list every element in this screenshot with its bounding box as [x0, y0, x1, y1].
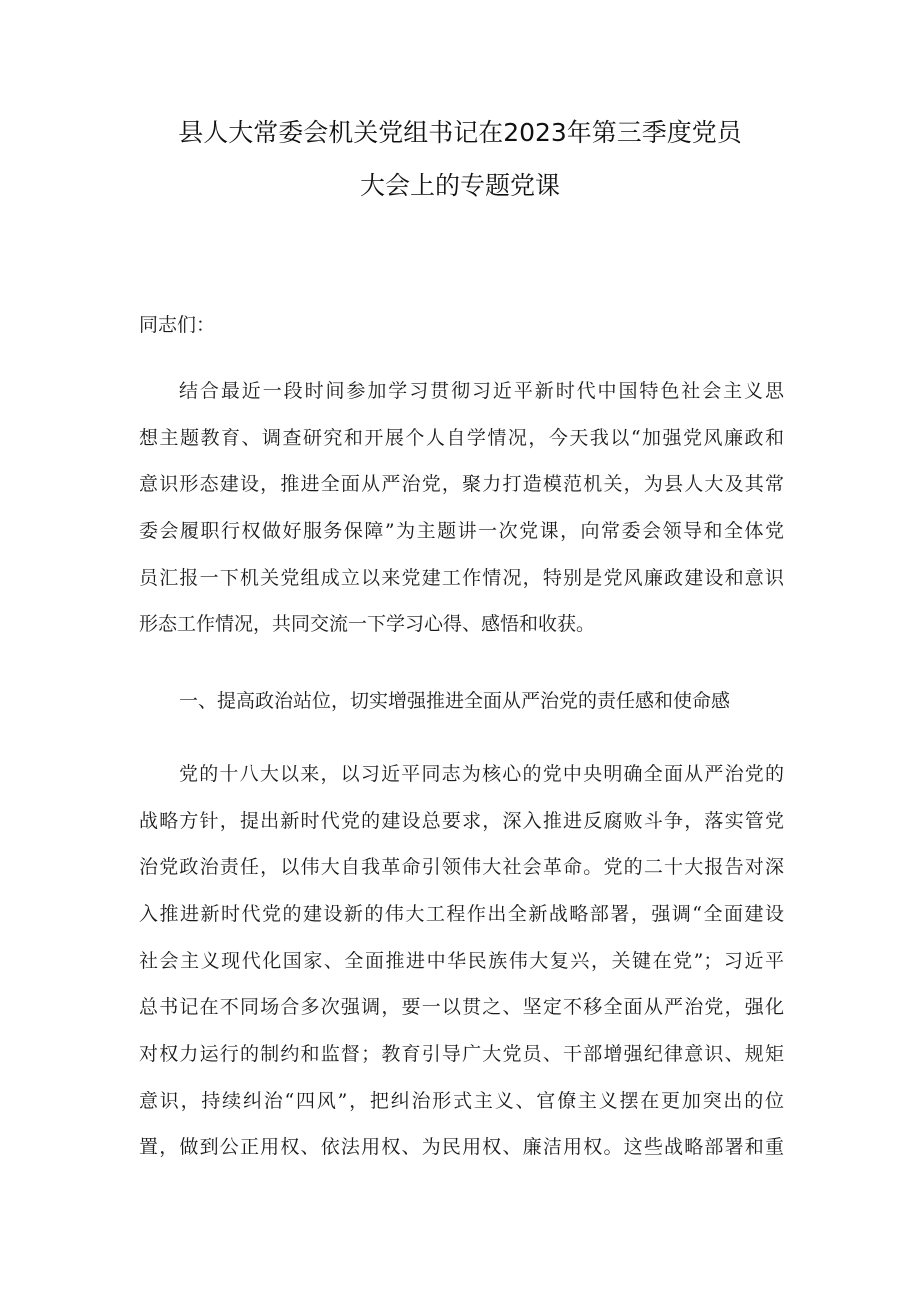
paragraph-2-line: 对权力运行的制约和监督；教育引导广大党员、干部增强纪律意识、规矩	[139, 1043, 784, 1065]
paragraph-2-line: 社会主义现代化国家、全面推进中华民族伟大复兴，关键在党”；习近平	[139, 950, 784, 972]
paragraph-1-line: 想主题教育、调查研究和开展个人自学情况，今天我以“加强党风廉政和	[139, 427, 784, 449]
paragraph-2-line: 意识，持续纠治“四风”，把纠治形式主义、官僚主义摆在更加突出的位	[139, 1090, 784, 1112]
paragraph-1-line: 结合最近一段时间参加学习贯彻习近平新时代中国特色社会主义思	[179, 380, 784, 402]
paragraph-2-line: 治党政治责任，以伟大自我革命引领伟大社会革命。党的二十大报告对深	[139, 856, 784, 878]
paragraph-2-line: 党的十八大以来，以习近平同志为核心的党中央明确全面从严治党的	[179, 763, 784, 785]
paragraph-1-line: 形态工作情况，共同交流一下学习心得、感悟和收获。	[139, 613, 596, 635]
paragraph-2-line: 入推进新时代党的建设新的伟大工程作出全新战略部署，强调“全面建设	[139, 903, 784, 925]
paragraph-1-line: 员汇报一下机关党组成立以来党建工作情况，特别是党风廉政建设和意识	[139, 567, 784, 589]
paragraph-2-line: 置，做到公正用权、依法用权、为民用权、廉洁用权。这些战略部署和重	[139, 1136, 784, 1158]
document-title-line-2: 大会上的专题党课	[359, 171, 560, 200]
paragraph-1-line: 委会履职行权做好服务保障”为主题讲一次党课，向常委会领导和全体党	[139, 520, 784, 542]
document-title-line-1: 县人大常委会机关党组书记在2023年第三季度党员	[178, 118, 742, 147]
paragraph-2-line: 总书记在不同场合多次强调，要一以贯之、坚定不移全面从严治党，强化	[139, 996, 784, 1018]
section-heading-1: 一、提高政治站位，切实增强推进全面从严治党的责任感和使命感	[179, 690, 731, 712]
paragraph-1-line: 意识形态建设，推进全面从严治党，聚力打造模范机关，为县人大及其常	[139, 473, 784, 495]
salutation: 同志们：	[139, 314, 216, 336]
paragraph-2-line: 战略方针，提出新时代党的建设总要求，深入推进反腐败斗争，落实管党	[139, 810, 784, 832]
